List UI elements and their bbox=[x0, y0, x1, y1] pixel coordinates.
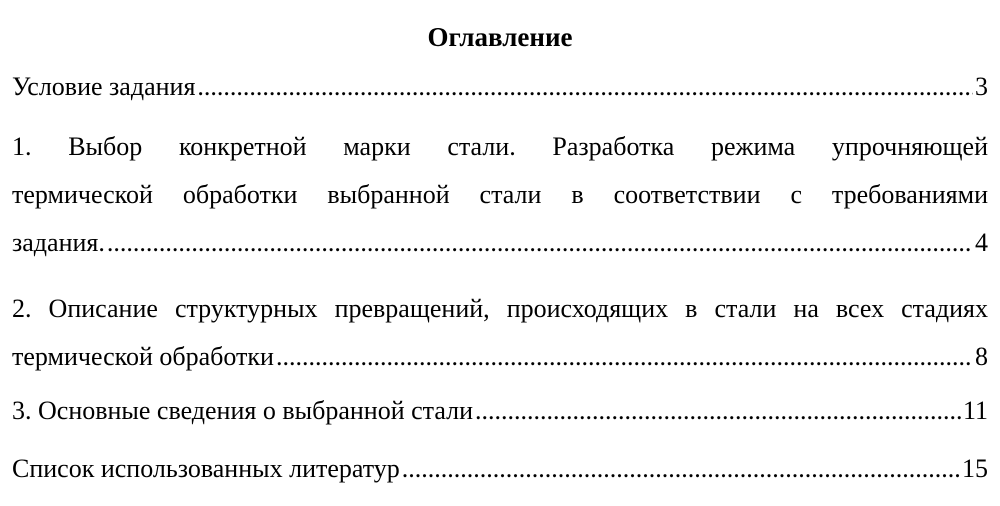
toc-entry-text: Список использованных литератур bbox=[12, 454, 400, 483]
toc-page-number: 11 bbox=[962, 396, 988, 425]
toc-entry-line bbox=[12, 219, 988, 267]
dot-leader bbox=[276, 333, 973, 381]
toc-entry-text: задания. bbox=[12, 228, 105, 257]
toc-entry-text-line: термической обработки выбранной стали в соответствии с требованиями bbox=[12, 180, 988, 209]
dot-leader bbox=[197, 63, 973, 111]
toc-entry-line bbox=[12, 445, 988, 493]
toc-page-number: 15 bbox=[962, 454, 988, 483]
document-page bbox=[12, 0, 988, 506]
dot-leader bbox=[402, 445, 960, 493]
toc-entry-references[interactable] bbox=[12, 445, 988, 493]
toc-entry-text: термической обработки bbox=[12, 342, 274, 371]
toc-entry-structural-transformations[interactable] bbox=[12, 285, 988, 381]
toc-entry-task-conditions[interactable] bbox=[12, 63, 988, 111]
toc-entry-line bbox=[12, 63, 988, 111]
toc-page-number: 3 bbox=[975, 72, 988, 101]
toc-entry-text-line: 2. Описание структурных превращений, происходящих в стали на всех стадиях bbox=[12, 294, 988, 323]
toc-entry-text: Условие задания bbox=[12, 72, 196, 101]
toc-entry-steel-selection[interactable] bbox=[12, 123, 988, 267]
dot-leader bbox=[107, 219, 973, 267]
toc-entry-text: 3. Основные сведения о выбранной стали bbox=[12, 396, 473, 425]
toc-page-number: 4 bbox=[975, 228, 988, 257]
toc-entry-steel-info[interactable] bbox=[12, 387, 988, 435]
toc-heading: Оглавление bbox=[427, 22, 573, 52]
toc-entry-line bbox=[12, 387, 988, 435]
toc-entry-line bbox=[12, 333, 988, 381]
toc-entry-text-line: 1. Выбор конкретной марки стали. Разработка режима упрочняющей bbox=[12, 132, 988, 161]
toc-page-number: 8 bbox=[975, 342, 988, 371]
dot-leader bbox=[475, 387, 961, 435]
